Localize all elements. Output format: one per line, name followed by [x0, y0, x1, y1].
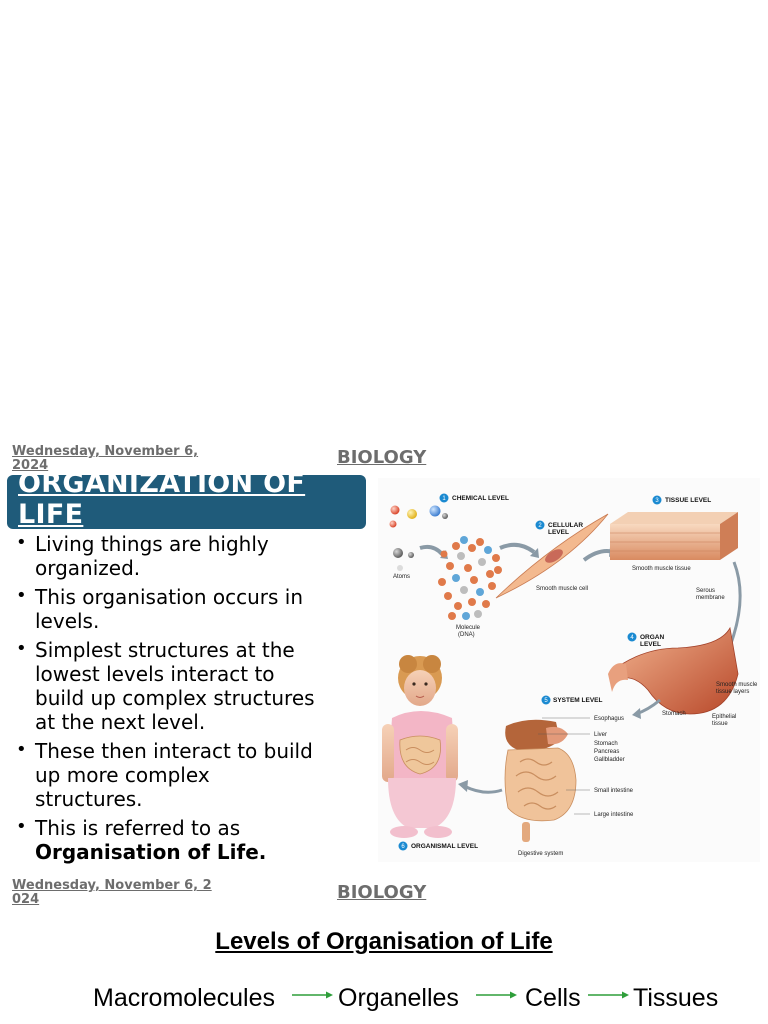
smooth-muscle-tissue-label: Smooth muscle tissue [632, 566, 691, 572]
level-number: 2 [538, 523, 542, 529]
system-level-label: SYSTEM LEVEL [553, 697, 603, 704]
gallbladder-label: Gallbladder [594, 757, 625, 763]
organ-level-label: ORGAN [640, 634, 665, 641]
esophagus-label: Esophagus [594, 716, 625, 722]
right-arrow-icon [292, 990, 334, 1000]
slide2-date-line2: 024 [12, 892, 40, 907]
bullet-item [14, 532, 359, 580]
arrow-icon [464, 786, 502, 792]
bullet-item [14, 816, 359, 864]
bullet-line: at the next level. [35, 710, 206, 734]
molecule-sublabel: (DNA) [458, 632, 475, 638]
slide2-date-line1: Wednesday, November 6, 2 [12, 878, 212, 893]
levels-of-organization-figure [378, 478, 760, 862]
small-intestine-label: Small intestine [594, 788, 634, 794]
bullet-line: These then interact to build [35, 739, 313, 763]
bullet-line: Living things are highly [35, 532, 269, 556]
right-arrow-icon [588, 990, 630, 1000]
bullet-line: Simplest structures at the [35, 638, 295, 662]
arrow-icon [730, 562, 740, 646]
slide-title-line1: ORGANIZATION OF [18, 468, 306, 499]
organ-level-label-2: LEVEL [640, 641, 661, 648]
level-number: 6 [401, 844, 405, 850]
flow-step-cells: Cells [525, 984, 581, 1012]
smooth-muscle-layers-label: Smooth muscle [716, 682, 758, 688]
flow-step-tissues: Tissues [633, 984, 719, 1012]
slide-date-line1: Wednesday, November 6, [12, 444, 199, 459]
tissue-level-label: TISSUE LEVEL [665, 497, 712, 504]
level-number: 4 [630, 635, 634, 641]
slide2-title: Levels of Organisation of Life [215, 928, 553, 955]
bullet-line: levels. [35, 609, 100, 633]
arrow-icon [500, 545, 534, 552]
atoms-label: Atoms [393, 574, 411, 580]
cellular-level-label-2: LEVEL [548, 529, 569, 536]
bullet-line: lowest levels interact to [35, 662, 275, 686]
flow-step-organelles: Organelles [338, 984, 459, 1012]
large-intestine-label: Large intestine [594, 812, 634, 818]
bullet-item [14, 585, 359, 633]
bullet-item [14, 638, 359, 734]
serous-membrane-label-2: membrane [696, 595, 725, 601]
bullet-list [14, 532, 359, 869]
stomach-label: Stomach [662, 711, 686, 717]
bullet-line: This is referred to as [35, 816, 241, 840]
molecule-label: Molecule [456, 625, 481, 631]
digestive-system-label: Digestive system [518, 851, 564, 857]
stomach-pylorus-icon [608, 663, 628, 692]
organismal-level-label: ORGANISMAL LEVEL [411, 843, 479, 850]
epithelial-tissue-label: Epithelial [712, 714, 737, 720]
pancreas-label: Pancreas [594, 749, 620, 755]
level-number: 1 [442, 496, 446, 502]
levels-illustration [378, 478, 760, 862]
subject-label: BIOLOGY [337, 447, 427, 468]
bullet-line: This organisation occurs in [35, 585, 303, 609]
atoms-icon [390, 506, 449, 572]
digestive-system-icon [505, 720, 576, 842]
epithelial-tissue-label-2: tissue [712, 721, 728, 727]
level-number: 3 [655, 498, 659, 504]
slide2-subject-label: BIOLOGY [337, 882, 427, 903]
slide-title [18, 468, 358, 530]
arrow-head-icon [458, 780, 468, 792]
bullet-line: structures. [35, 787, 143, 811]
slide-title-line2: LIFE [18, 499, 84, 530]
slide2-date [12, 879, 212, 907]
dna-molecule-icon [438, 536, 502, 620]
chemical-level-label: CHEMICAL LEVEL [452, 495, 509, 502]
child-organism-icon [382, 655, 458, 838]
organisation-flow [0, 982, 768, 1016]
muscle-tissue-icon [610, 512, 738, 560]
liver-label: Liver [594, 732, 608, 738]
smooth-muscle-layers-label-2: tissue layers [716, 689, 750, 695]
bullet-line: build up complex structures [35, 686, 315, 710]
flow-step-macromolecules: Macromolecules [93, 984, 276, 1012]
bullet-line: up more complex [35, 763, 210, 787]
right-arrow-icon [476, 990, 518, 1000]
cellular-level-label: CELLULAR [548, 522, 584, 529]
stomach-system-label: Stomach [594, 741, 618, 747]
bullet-bold-term: Organisation of Life. [35, 840, 267, 864]
slide-date-line2: 2024 [12, 458, 49, 473]
smooth-muscle-cell-label: Smooth muscle cell [536, 586, 589, 592]
level-number: 5 [544, 698, 548, 704]
bullet-item [14, 739, 359, 811]
bullet-line: organized. [35, 556, 141, 580]
arrow-icon [420, 547, 442, 554]
arrow-head-icon [632, 708, 641, 719]
serous-membrane-label: Serous [696, 588, 716, 594]
